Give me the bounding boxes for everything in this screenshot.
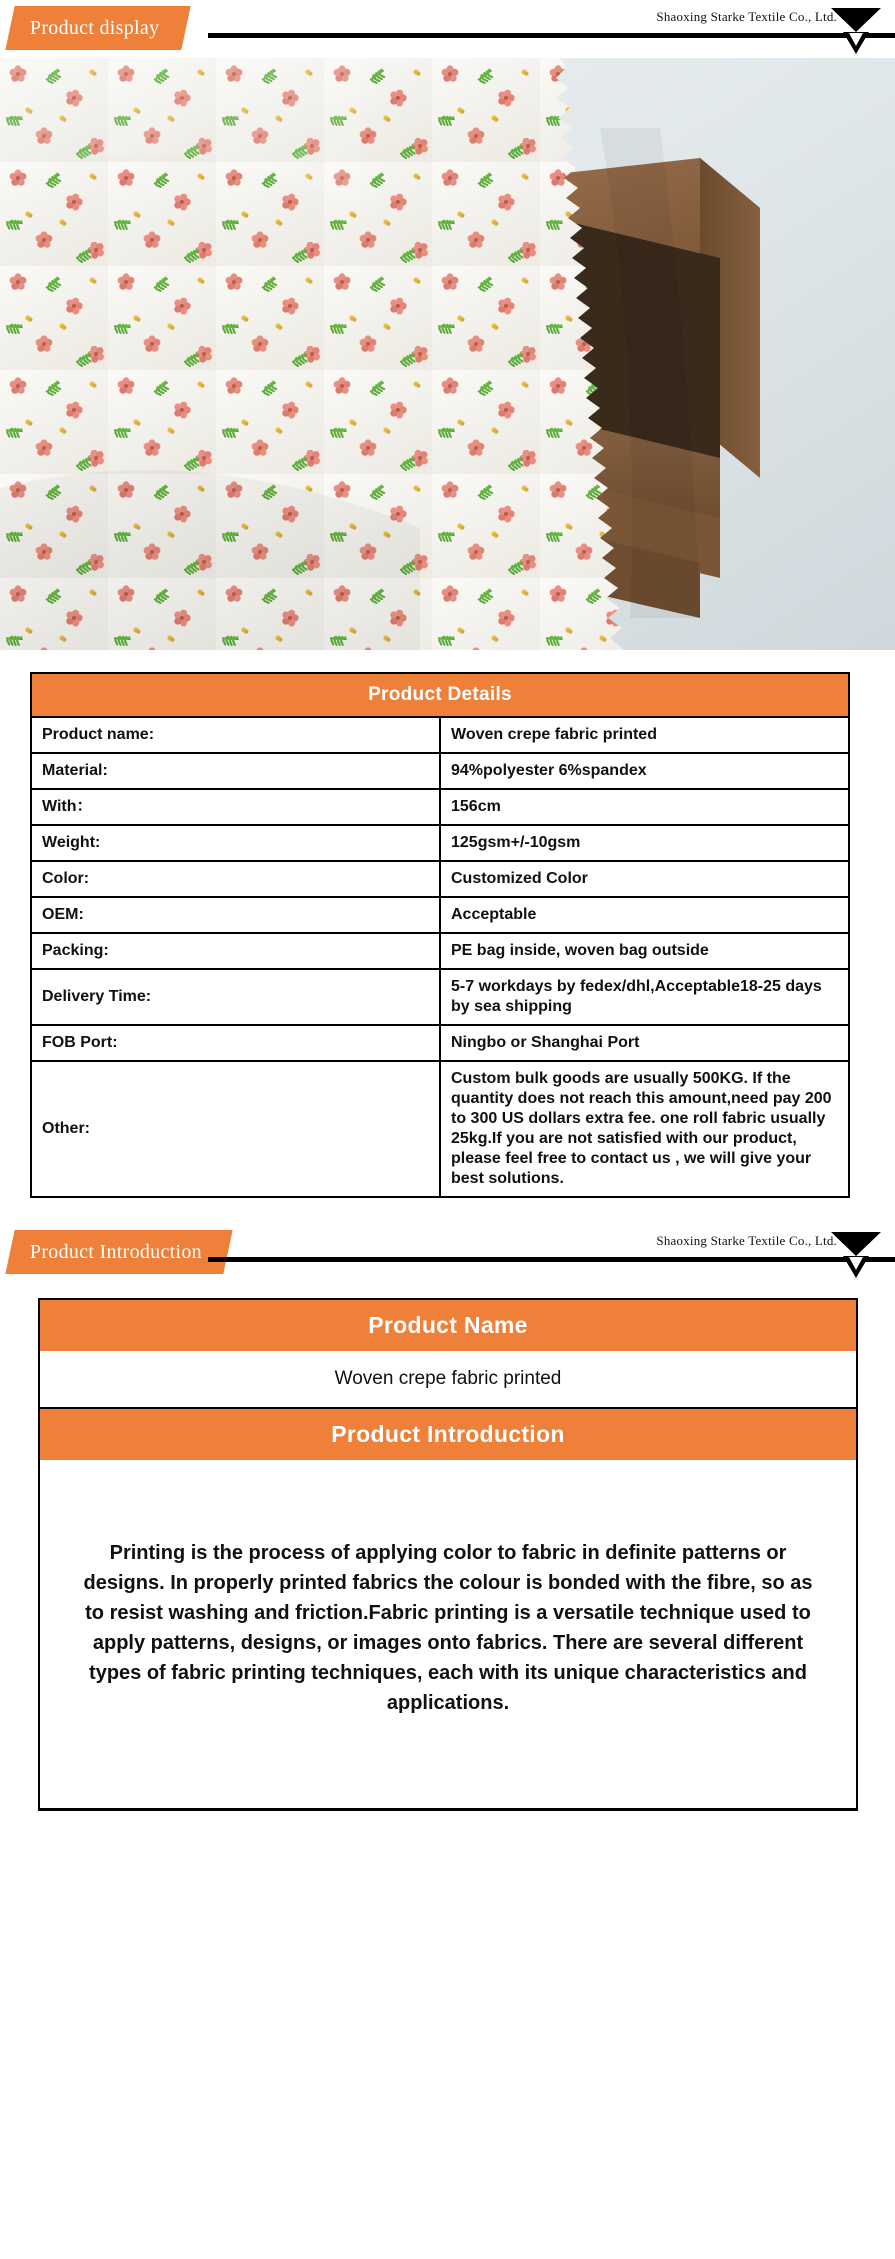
banner-rule-line	[208, 33, 895, 38]
product-display-banner	[0, 0, 895, 58]
row-value: 5-7 workdays by fedex/dhl,Acceptable18-25 days by sea shipping	[440, 969, 849, 1025]
row-key: OEM:	[31, 897, 440, 933]
table-row	[31, 933, 849, 969]
product-details-section	[0, 650, 895, 1198]
row-key: Weight:	[31, 825, 440, 861]
company-name-display: Shaoxing Starke Textile Co., Ltd.	[656, 9, 837, 24]
section-tab-label: Product Introduction	[30, 1240, 203, 1263]
triangle-down-mark-icon	[829, 6, 883, 56]
triangle-down-mark-icon	[829, 1230, 883, 1280]
row-value: Acceptable	[440, 897, 849, 933]
row-key: With：	[31, 789, 440, 825]
product-introduction-box	[38, 1407, 858, 1811]
product-name-value: Woven crepe fabric printed	[40, 1351, 856, 1407]
row-key: Product name:	[31, 717, 440, 753]
product-name-header: Product Name	[40, 1300, 856, 1351]
product-introduction-text: Printing is the process of applying color to fabric in definite patterns or designs. In properly printed fabrics the colour is bonded with the fibre, so as to resist washing and friction.Fabric printing is a versatile technique used to apply patterns, designs, or images onto fabrics. There are several different types of fabric printing techniques, each with its unique characteristics and applications.	[40, 1460, 856, 1808]
table-row	[31, 861, 849, 897]
row-value: PE bag inside, woven bag outside	[440, 933, 849, 969]
product-introduction-section	[0, 1282, 895, 1811]
company-name-introduction: Shaoxing Starke Textile Co., Ltd.	[656, 1232, 837, 1248]
product-introduction-banner	[0, 1224, 895, 1282]
product-name-box	[38, 1298, 858, 1407]
product-details-header: Product Details	[31, 673, 849, 717]
row-value: 156cm	[440, 789, 849, 825]
table-row	[31, 789, 849, 825]
table-row	[31, 825, 849, 861]
printed-fabric	[0, 58, 640, 650]
row-key: Material:	[31, 753, 440, 789]
banner-rule-line	[208, 1257, 895, 1262]
table-row	[31, 969, 849, 1025]
table-row	[31, 1025, 849, 1061]
row-key: Other:	[31, 1061, 440, 1197]
row-key: Packing:	[31, 933, 440, 969]
row-value: Customized Color	[440, 861, 849, 897]
row-value: 125gsm+/-10gsm	[440, 825, 849, 861]
table-row	[31, 753, 849, 789]
section-tab-product-display	[5, 6, 190, 50]
row-value: Ningbo or Shanghai Port	[440, 1025, 849, 1061]
table-header-row	[31, 673, 849, 717]
row-key: FOB Port:	[31, 1025, 440, 1061]
product-photo-illustration	[0, 58, 895, 650]
section-tab-label: Product display	[30, 16, 160, 39]
row-value: Woven crepe fabric printed	[440, 717, 849, 753]
row-value: 94%polyester 6%spandex	[440, 753, 849, 789]
table-row	[31, 1061, 849, 1197]
row-value: Custom bulk goods are usually 500KG. If the quantity does not reach this amount,need pay 200 to 300 US dollars extra fee. one roll fabric usually 25kg.If you are not satisfied with our product, please feel free to contact us , we will give your best solutions.	[440, 1061, 849, 1197]
row-key: Delivery Time:	[31, 969, 440, 1025]
row-key: Color:	[31, 861, 440, 897]
product-details-table	[30, 672, 850, 1198]
product-photo	[0, 58, 895, 650]
table-row	[31, 897, 849, 933]
table-row	[31, 717, 849, 753]
product-introduction-header: Product Introduction	[40, 1409, 856, 1460]
section-tab-product-introduction	[5, 1230, 232, 1274]
